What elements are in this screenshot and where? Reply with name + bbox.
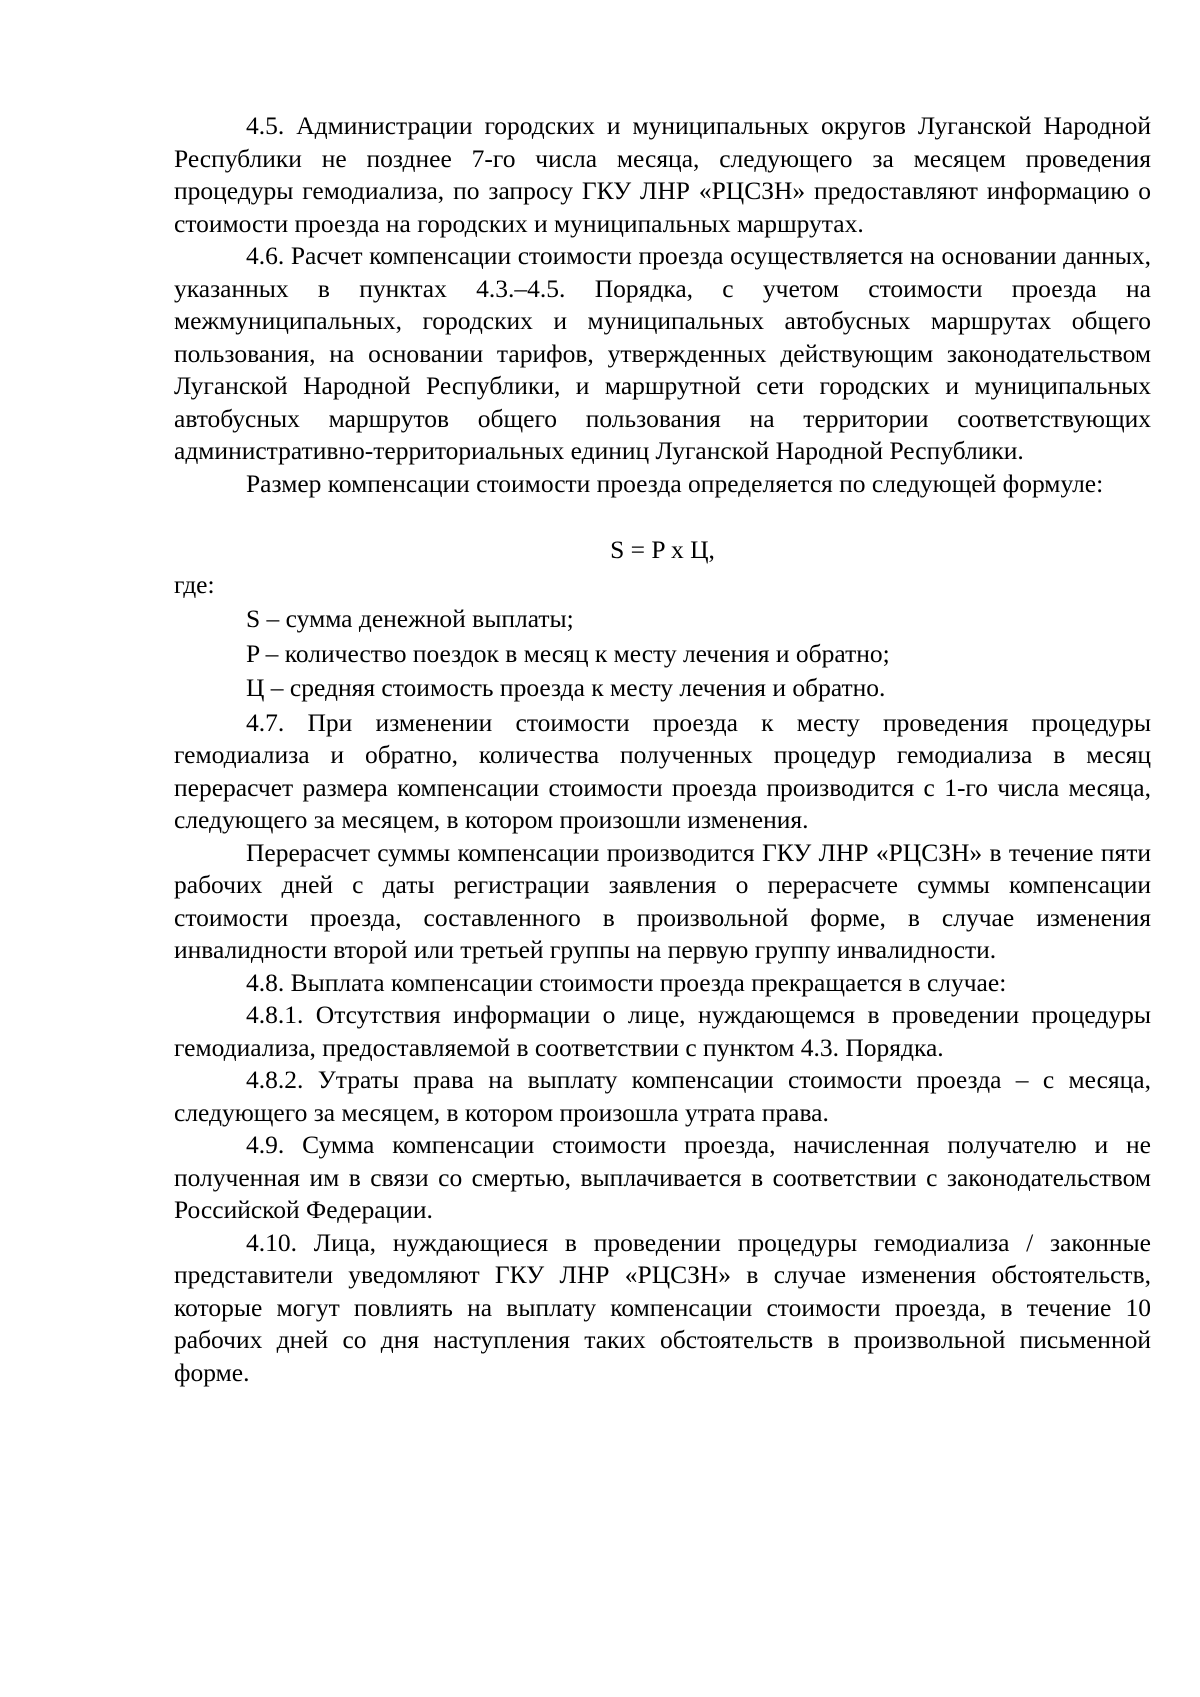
- paragraph-4-6: 4.6. Расчет компенсации стоимости проезда осуществляется на основании данных, указанных в пунктах 4.3.–4.5. Порядка, с учетом стоимости проезда на межмуниципальных, городских и муниципальных автобусных маршрутах общего пользования, на основании тарифов, утвержденных действующим законодательством Луганской Народной Республики, и маршрутной сети городских и муниципальных автобусных маршрутов общего пользования на территории соответствующих административно-территориальных единиц Луганской Народной Республики.: [174, 241, 1151, 465]
- formula-definition-s: S – сумма денежной выплаты;: [246, 604, 574, 633]
- paragraph-4-8: 4.8. Выплата компенсации стоимости проезда прекращается в случае:: [246, 967, 1007, 997]
- paragraph-formula-intro: Размер компенсации стоимости проезда определяется по следующей формуле:: [246, 468, 1104, 498]
- paragraph-4-5: 4.5. Администрации городских и муниципальных округов Луганской Народной Республики не позднее 7-го числа месяца, следующего за месяцем проведения процедуры гемодиализа, по запросу ГКУ ЛНР «РЦСЗН» предоставляют информацию о стоимости проезда на городских и муниципальных маршрутах.: [174, 111, 1151, 238]
- compensation-formula: S = P x Ц,: [610, 535, 715, 564]
- formula-definition-c: Ц – средняя стоимость проезда к месту лечения и обратно.: [246, 673, 886, 702]
- paragraph-4-8-2: 4.8.2. Утраты права на выплату компенсации стоимости проезда – с месяца, следующего за месяцем, в котором произошла утрата права.: [174, 1065, 1151, 1127]
- document-page: [174, 110, 1151, 1389]
- paragraph-4-9: 4.9. Сумма компенсации стоимости проезда, начисленная получателю и не полученная им в связи со смертью, выплачивается в соответствии с законодательством Российской Федерации.: [174, 1130, 1151, 1224]
- formula-definition-p: P – количество поездок в месяц к месту лечения и обратно;: [246, 638, 890, 668]
- paragraph-4-7: 4.7. При изменении стоимости проезда к месту проведения процедуры гемодиализа и обратно, количества полученных процедур гемодиализа в месяц перерасчет размера компенсации стоимости проезда производится с 1-го числа месяца, следующего за месяцем, в котором произошли изменения.: [174, 707, 1151, 834]
- paragraph-4-10: 4.10. Лица, нуждающиеся в проведении процедуры гемодиализа / законные представители уведомляют ГКУ ЛНР «РЦСЗН» в случае изменения обстоятельств, которые могут повлиять на выплату компенсации стоимости проезда, в течение 10 рабочих дней со дня наступления таких обстоятельств в произвольной письменной форме.: [174, 1227, 1151, 1387]
- paragraph-recalculation: Перерасчет суммы компенсации производится ГКУ ЛНР «РЦСЗН» в течение пяти рабочих дней с даты регистрации заявления о перерасчете суммы компенсации стоимости проезда, составленного в произвольной форме, в случае изменения инвалидности второй или третьей группы на первую группу инвалидности.: [174, 837, 1151, 964]
- formula-where-label: где:: [174, 569, 215, 599]
- paragraph-4-8-1: 4.8.1. Отсутствия информации о лице, нуждающемся в проведении процедуры гемодиализа, предоставляемой в соответствии с пунктом 4.3. Порядка.: [174, 1000, 1151, 1062]
